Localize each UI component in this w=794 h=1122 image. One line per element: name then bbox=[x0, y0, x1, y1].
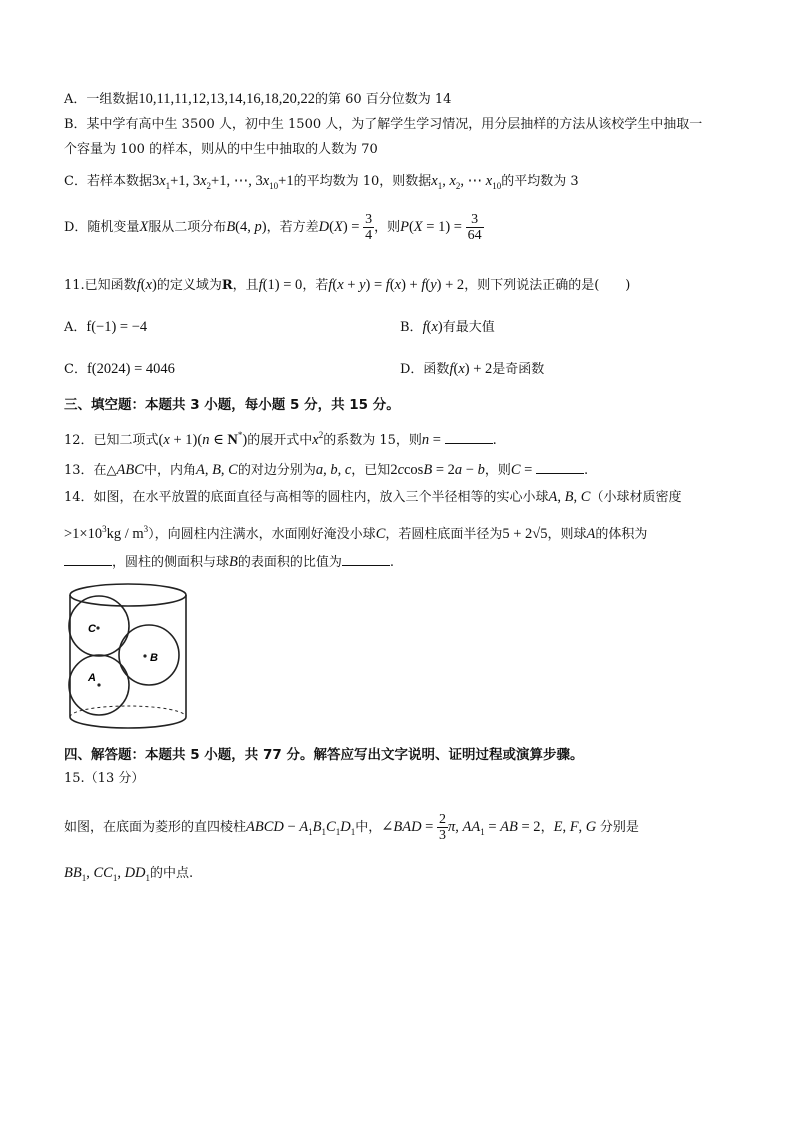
q11-c-label: C． bbox=[64, 362, 87, 377]
q10-a-data: 10,11,11,12,13,14,16,18,20,22 bbox=[138, 91, 315, 107]
q11-d-text: 是奇函数 bbox=[492, 362, 545, 377]
q14-line3-suffix: 的表面积的比值为 bbox=[237, 555, 342, 570]
q11-option-d: D．函数f(x) + 2是奇函数 bbox=[400, 361, 545, 377]
ball-a-center bbox=[97, 683, 100, 686]
q11-b-text: 有最大值 bbox=[442, 320, 495, 335]
q11-d-label: D．函数 bbox=[400, 362, 450, 377]
q11-a-text: f(−1) = −4 bbox=[86, 319, 148, 335]
q13-middle3: ，已知 bbox=[351, 463, 391, 478]
q15-label: 15.（13 分） bbox=[64, 771, 145, 786]
ball-b-center bbox=[143, 654, 146, 657]
q10-a-suffix: 的第 60 百分位数为 14 bbox=[314, 92, 452, 107]
q14-line2-suffix: ，则球 bbox=[547, 526, 587, 542]
q11-real-set: R bbox=[221, 278, 233, 293]
q12-answer-blank[interactable] bbox=[445, 431, 493, 444]
q14-cylinder-figure bbox=[62, 582, 194, 734]
q10-d-prefix: D．随机变量 bbox=[64, 220, 140, 235]
q15-line1-middle: 中， bbox=[355, 820, 382, 835]
q13-prefix: 13．在△ bbox=[64, 463, 117, 478]
cylinder-outline bbox=[70, 584, 186, 728]
q14-line2-middle: ），向圆柱内注满水，水面刚好淹没小球 bbox=[148, 526, 376, 542]
q10-c-suffix: 的平均数为 3 bbox=[501, 174, 579, 189]
q10-c-middle: 的平均数为 10，则数据 bbox=[293, 174, 432, 189]
q12-middle2: 的系数为 15，则 bbox=[323, 432, 422, 448]
q14-line1-prefix: 14．如图，在水平放置的底面直径与高相等的圆柱内，放入三个半径相等的实心小球 bbox=[64, 490, 549, 505]
q11-stem-middle1: 的定义域为 bbox=[156, 278, 222, 293]
q13-text: 13．在△ABC中，内角A, B, C的对边分别为a, b, c，已知2ccosB = 2a − b，则C = . bbox=[64, 462, 589, 478]
q15-line1: 如图，在底面为菱形的直四棱柱ABCD − $A_1B_1C_1D_1$中，∠BAD = $\frac{2}{3}$ π, $AA_1$ = AB = 2，E, F, G 分别是 bbox=[64, 812, 639, 843]
q10-d-fraction2: $\frac{3}{64}$ bbox=[467, 212, 482, 243]
q14-line1-suffix: （小球材质密度 bbox=[590, 490, 682, 505]
q15-line1-prefix: 如图，在底面为菱形的直四棱柱 bbox=[64, 820, 247, 835]
q12-middle: 的展开式中 bbox=[247, 432, 313, 448]
ball-c-label: C bbox=[88, 623, 96, 635]
section-3-heading: 三、填空题：本题共 3 小题，每小题 5 分，共 15 分。 bbox=[64, 397, 400, 413]
q14-line1: 14．如图，在水平放置的底面直径与高相等的圆柱内，放入三个半径相等的实心小球A, B, C（小球材质密度 bbox=[64, 489, 682, 505]
q11-stem: 11.已知函数f(x)的定义域为R，且f(1) = 0，若f(x + y) = f(x) + f(y) + 2，则下列说法正确的是( ) bbox=[64, 277, 631, 293]
q10-option-d: D．随机变量X服从二项分布B(4, p)，若方差D(X) = $\frac{3}{4}$ ，则P(X = 1) = $\frac{3}{64}$ bbox=[64, 212, 482, 243]
q10-option-b-line2: 个容量为 100 的样本，则从的中生中抽取的人数为 70 bbox=[64, 142, 378, 157]
q14-line3: ，圆柱的侧面积与球B的表面积的比值为 . bbox=[64, 553, 394, 572]
q10-option-c: C．若样本数据$3x_1+1$, $3x_2+1$, ⋯, $3x_{10}+1$的平均数为 10，则数据$x_1$, $x_2$, ⋯ $x_{10}$的平均数为 3 bbox=[64, 173, 579, 191]
q13-middle4: ，则 bbox=[484, 463, 511, 478]
q10-d-fraction1: $\frac{3}{4}$ bbox=[365, 212, 373, 243]
q12-text: 12．已知二项式(x + 1)(n ∈ N*)的展开式中$x^2$的系数为 15，则n = . bbox=[64, 430, 497, 448]
section-4-heading: 四、解答题：本题共 5 小题，共 77 分。解答应写出文字说明、证明过程或演算步骤。 bbox=[64, 747, 584, 763]
q14-answer-blank-1[interactable] bbox=[64, 553, 112, 566]
q10-d-middle3: ，则 bbox=[374, 220, 401, 235]
q13-answer-blank[interactable] bbox=[536, 461, 584, 474]
q15-fraction: $\frac{2}{3}$ bbox=[438, 812, 446, 843]
q11-stem-middle3: ，若 bbox=[302, 278, 329, 293]
q10-c-prefix: C．若样本数据 bbox=[64, 174, 152, 189]
q15-line2: $BB_1$, $CC_1$, $DD_1$的中点. bbox=[64, 865, 194, 883]
q14-line3-middle: ，圆柱的侧面积与球 bbox=[112, 555, 230, 570]
q14-answer-blank-2[interactable] bbox=[342, 553, 390, 566]
q11-b-label: B． bbox=[400, 320, 423, 335]
q14-line2-middle2: ，若圆柱底面半径为 bbox=[385, 526, 503, 542]
q15-line2-suffix: 的中点. bbox=[150, 866, 194, 881]
q13-middle1: 中，内角 bbox=[143, 463, 196, 478]
q11-option-b: B．f(x)有最大值 bbox=[400, 319, 495, 335]
q14-line2: $>1\times 10^3kg / m^3$），向圆柱内注满水，水面刚好淹没小球C，若圆柱底面半径为5 + 2√5，则球A的体积为 bbox=[64, 524, 648, 542]
q11-option-c bbox=[64, 360, 175, 379]
q14-line2-end: 的体积为 bbox=[595, 526, 648, 542]
ball-a-label: A bbox=[88, 672, 96, 684]
q11-a-label: A． bbox=[64, 320, 87, 335]
q11-option-a bbox=[64, 318, 147, 337]
q11-stem-suffix: ，则下列说法正确的是( ) bbox=[464, 278, 631, 293]
q13-middle2: 的对边分别为 bbox=[237, 463, 316, 478]
q10-option-b-line1: B．某中学有高中生 3500 人，初中生 1500 人，为了解学生学习情况，用分层抽样的方法从该校学生中抽取一 bbox=[64, 117, 703, 132]
q11-c-text: f(2024) = 4046 bbox=[86, 361, 175, 377]
q15-line1-suffix: 分别是 bbox=[599, 820, 639, 835]
q10-a-prefix: A．一组数据 bbox=[64, 92, 139, 107]
q10-option-a bbox=[64, 90, 451, 109]
q12-prefix: 12．已知二项式 bbox=[64, 432, 159, 448]
ball-c-center bbox=[96, 626, 99, 629]
q11-stem-middle2: ，且 bbox=[232, 278, 259, 293]
q11-stem-prefix: 11.已知函数 bbox=[64, 278, 137, 293]
q10-d-middle1: 服从二项分布 bbox=[148, 220, 227, 235]
q10-d-middle2: ，若方差 bbox=[266, 220, 319, 235]
ball-b-label: B bbox=[150, 652, 158, 664]
